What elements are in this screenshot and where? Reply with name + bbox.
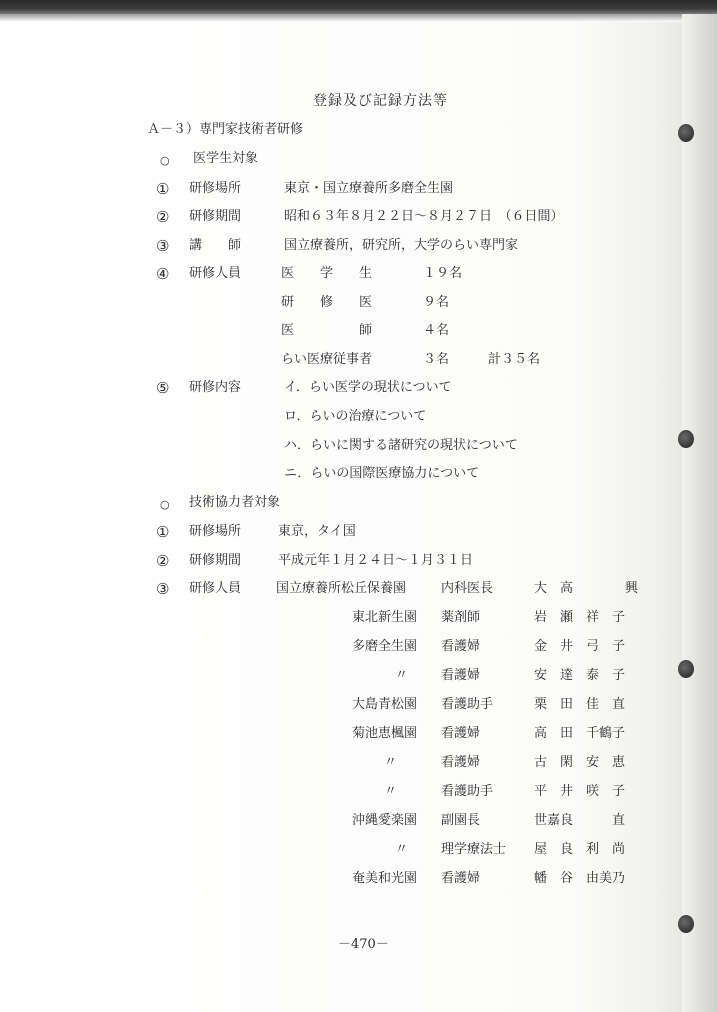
trainee-count: ３名 <box>423 352 450 367</box>
staff-position: 副園長 <box>441 813 481 828</box>
page-title: 登録及び記録方法等 <box>313 93 448 109</box>
staff-position: 薬剤師 <box>441 610 481 625</box>
item-value: 東京，タイ国 <box>278 524 356 539</box>
binder-ring-icon <box>678 430 694 448</box>
trainee-role: 医 学 生 <box>281 266 373 281</box>
staff-name: 栗 田 佳 直 <box>534 697 626 712</box>
binder-ring-icon <box>678 915 694 933</box>
staff-facility: 沖縄愛楽園 <box>352 813 418 828</box>
staff-name: 大 高 興 <box>534 581 639 596</box>
trainee-role: らい医療従事者 <box>281 352 373 367</box>
item-number: ① <box>156 523 170 541</box>
item-number: ② <box>156 552 170 570</box>
binder-ring-icon <box>678 660 694 678</box>
staff-facility: 奄美和光園 <box>352 871 418 886</box>
staff-facility: 〃 <box>384 784 398 799</box>
item-label: 研修人員 <box>189 581 242 596</box>
item-value: 東京・国立療養所多磨全生園 <box>284 181 454 196</box>
item-number: ③ <box>156 237 170 255</box>
item-value: 国立療養所，研究所，大学のらい専門家 <box>284 238 519 253</box>
staff-facility: 〃 <box>395 668 409 683</box>
trainee-total: 計３５名 <box>488 352 541 367</box>
scan-top-shadow <box>0 0 717 14</box>
staff-name: 金 井 弓 子 <box>534 639 626 654</box>
bullet-mark: ○ <box>160 154 170 167</box>
staff-facility: 大島青松園 <box>352 697 418 712</box>
item-label: 研修内容 <box>189 380 242 395</box>
staff-position: 看護婦 <box>441 871 481 886</box>
item-label: 研修人員 <box>189 266 242 281</box>
content-item: ニ．らいの国際医療協力について <box>284 466 480 481</box>
staff-facility: 多磨全生園 <box>352 639 418 654</box>
section-heading: Ａ－３）専門家技術者研修 <box>147 122 304 137</box>
staff-name: 世嘉良 直 <box>534 813 626 828</box>
content-item: ロ．らいの治療について <box>284 409 427 424</box>
trainee-count: ９名 <box>423 295 450 310</box>
item-label: 研修場所 <box>189 524 242 539</box>
staff-name: 平 井 咲 子 <box>534 784 626 799</box>
staff-name: 岩 瀬 祥 子 <box>534 610 626 625</box>
staff-position: 内科医長 <box>441 581 494 596</box>
staff-facility: 東北新生園 <box>352 610 418 625</box>
staff-facility: 〃 <box>395 842 409 857</box>
staff-name: 古 閑 安 恵 <box>534 755 626 770</box>
binder-edge <box>682 14 717 1012</box>
trainee-role: 研 修 医 <box>281 295 373 310</box>
item-value: 昭和６３年８月２２日～８月２７日 （６日間） <box>284 209 564 224</box>
staff-facility: 菊池恵楓園 <box>352 726 418 741</box>
staff-name: 安 達 泰 子 <box>534 668 626 683</box>
item-value: 平成元年１月２４日～１月３１日 <box>278 553 474 568</box>
content-item: イ．らい医学の現状について <box>284 380 452 395</box>
staff-name: 高 田 千鶴子 <box>534 726 626 741</box>
item-label: 研修期間 <box>189 209 242 224</box>
subsection-heading: 医学生対象 <box>193 151 259 166</box>
item-number: ① <box>156 180 170 198</box>
item-number: ⑤ <box>156 379 170 397</box>
staff-facility: 〃 <box>384 755 398 770</box>
staff-position: 看護助手 <box>441 697 494 712</box>
content-item: ハ．らいに関する諸研究の現状について <box>284 438 518 453</box>
page-number: －470－ <box>338 937 389 952</box>
staff-position: 看護婦 <box>441 726 481 741</box>
item-number: ④ <box>156 265 170 283</box>
item-label: 研修場所 <box>189 181 242 196</box>
subsection-heading: 技術協力者対象 <box>189 495 281 510</box>
staff-position: 看護助手 <box>441 784 494 799</box>
binder-ring-icon <box>678 124 694 142</box>
staff-name: 幡 谷 由美乃 <box>534 871 626 886</box>
staff-position: 看護婦 <box>441 639 481 654</box>
bullet-mark: ○ <box>160 498 170 511</box>
item-label: 研修期間 <box>189 553 242 568</box>
staff-name: 屋 良 利 尚 <box>534 842 626 857</box>
staff-position: 看護婦 <box>441 755 481 770</box>
trainee-count: １９名 <box>423 266 463 281</box>
item-label: 講 師 <box>189 238 242 253</box>
staff-position: 理学療法士 <box>441 842 507 857</box>
staff-facility: 国立療養所松丘保養園 <box>276 581 407 596</box>
item-number: ③ <box>156 580 170 598</box>
item-number: ② <box>156 208 170 226</box>
trainee-count: ４名 <box>423 323 450 338</box>
trainee-role: 医 師 <box>281 323 373 338</box>
staff-position: 看護婦 <box>441 668 481 683</box>
